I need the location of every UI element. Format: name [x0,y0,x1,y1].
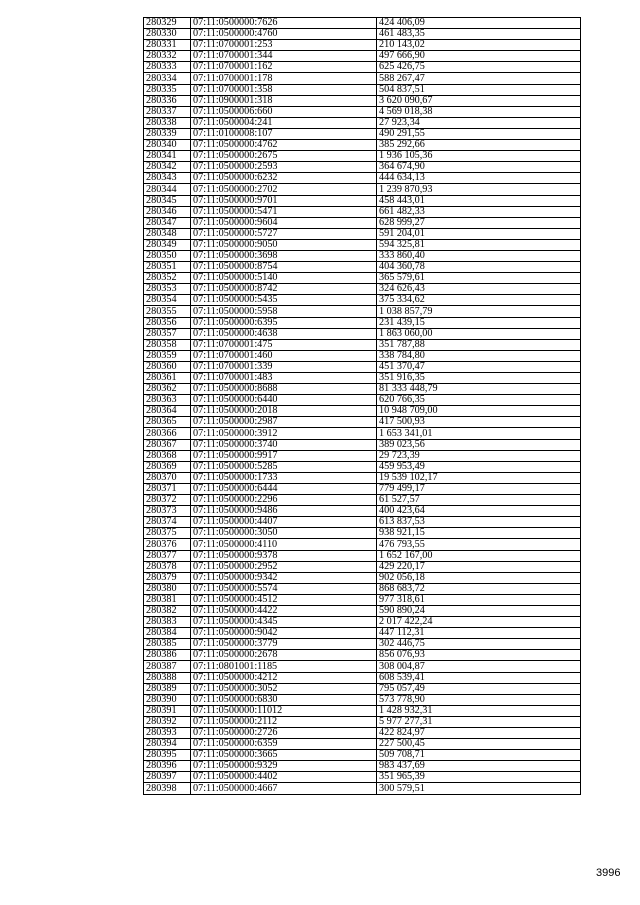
cadastral-number-cell: 07:11:0500000:9917 [191,450,377,461]
table-row [144,594,581,605]
row-number-cell: 280345 [144,195,191,206]
row-number-cell: 280352 [144,273,191,284]
cadastral-number-cell: 07:11:0500000:4638 [191,328,377,339]
cadastral-value-cell: 1 653 341,01 [377,428,581,439]
table-row [144,639,581,650]
table-row [144,617,581,628]
cadastral-number-cell: 07:11:0500000:9701 [191,195,377,206]
cadastral-number-cell: 07:11:0100008:107 [191,128,377,139]
cadastral-value-cell: 231 439,15 [377,317,581,328]
row-number-cell: 280369 [144,461,191,472]
cadastral-value-cell: 795 057,49 [377,683,581,694]
row-number-cell: 280396 [144,761,191,772]
row-number-cell: 280384 [144,628,191,639]
cadastral-number-cell: 07:11:0500000:3912 [191,428,377,439]
cadastral-value-cell: 476 793,55 [377,539,581,550]
cadastral-number-cell: 07:11:0500000:6232 [191,173,377,184]
table-row [144,328,581,339]
table-row [144,650,581,661]
cadastral-number-cell: 07:11:0500000:5958 [191,306,377,317]
row-number-cell: 280364 [144,406,191,417]
cadastral-number-cell: 07:11:0500000:1733 [191,472,377,483]
table-row [144,528,581,539]
table-row [144,439,581,450]
row-number-cell: 280330 [144,29,191,40]
cadastral-number-cell: 07:11:0500000:2593 [191,162,377,173]
table-row [144,51,581,62]
row-number-cell: 280334 [144,73,191,84]
cadastral-number-cell: 07:11:0500000:9378 [191,550,377,561]
table-row [144,395,581,406]
cadastral-value-cell: 594 325,81 [377,239,581,250]
row-number-cell: 280390 [144,694,191,705]
row-number-cell: 280379 [144,572,191,583]
row-number-cell: 280389 [144,683,191,694]
row-number-cell: 280336 [144,95,191,106]
cadastral-value-cell: 590 890,24 [377,605,581,616]
cadastral-number-cell: 07:11:0500000:5285 [191,461,377,472]
cadastral-value-cell: 497 666,90 [377,51,581,62]
cadastral-value-cell: 10 948 709,00 [377,406,581,417]
cadastral-value-cell: 458 443,01 [377,195,581,206]
table-row [144,728,581,739]
cadastral-number-cell: 07:11:0700001:178 [191,73,377,84]
cadastral-number-cell: 07:11:0500000:6395 [191,317,377,328]
cadastral-number-cell: 07:11:0500000:4212 [191,672,377,683]
cadastral-number-cell: 07:11:0500000:4422 [191,605,377,616]
cadastral-number-cell: 07:11:0500000:8754 [191,262,377,273]
row-number-cell: 280388 [144,672,191,683]
table-row [144,117,581,128]
row-number-cell: 280349 [144,239,191,250]
cadastral-number-cell: 07:11:0700001:162 [191,62,377,73]
row-number-cell: 280372 [144,495,191,506]
table-row [144,361,581,372]
cadastral-value-cell: 300 579,51 [377,783,581,794]
row-number-cell: 280350 [144,250,191,261]
cadastral-value-cell: 417 500,93 [377,417,581,428]
table-row [144,672,581,683]
cadastral-value-cell: 490 291,55 [377,128,581,139]
cadastral-number-cell: 07:11:0500000:3740 [191,439,377,450]
cadastral-value-cell: 308 004,87 [377,661,581,672]
row-number-cell: 280366 [144,428,191,439]
cadastral-number-cell: 07:11:0500000:4345 [191,617,377,628]
table-row [144,517,581,528]
table-row [144,461,581,472]
cadastral-value-cell: 27 923,34 [377,117,581,128]
cadastral-number-cell: 07:11:0801001:1185 [191,661,377,672]
cadastral-value-cell: 29 723,39 [377,450,581,461]
cadastral-value-cell: 365 579,61 [377,273,581,284]
table-row [144,40,581,51]
cadastral-number-cell: 07:11:0500000:3052 [191,683,377,694]
row-number-cell: 280357 [144,328,191,339]
cadastral-value-cell: 2 017 422,24 [377,617,581,628]
row-number-cell: 280365 [144,417,191,428]
table-row [144,716,581,727]
cadastral-number-cell: 07:11:0700001:358 [191,84,377,95]
cadastral-number-cell: 07:11:0500000:7626 [191,18,377,29]
row-number-cell: 280381 [144,594,191,605]
row-number-cell: 280340 [144,140,191,151]
row-number-cell: 280376 [144,539,191,550]
row-number-cell: 280395 [144,750,191,761]
cadastral-value-cell: 588 267,47 [377,73,581,84]
table-row [144,128,581,139]
row-number-cell: 280329 [144,18,191,29]
row-number-cell: 280391 [144,705,191,716]
cadastral-number-cell: 07:11:0500000:9329 [191,761,377,772]
cadastral-number-cell: 07:11:0500000:2018 [191,406,377,417]
table-row [144,84,581,95]
row-number-cell: 280359 [144,350,191,361]
cadastral-number-cell: 07:11:0500000:3779 [191,639,377,650]
cadastral-value-cell: 1 863 060,00 [377,328,581,339]
row-number-cell: 280339 [144,128,191,139]
cadastral-number-cell: 07:11:0700001:475 [191,339,377,350]
table-row [144,705,581,716]
cadastral-value-cell: 1 038 857,79 [377,306,581,317]
row-number-cell: 280337 [144,106,191,117]
row-number-cell: 280394 [144,739,191,750]
cadastral-number-cell: 07:11:0500000:9042 [191,628,377,639]
cadastral-number-cell: 07:11:0500000:2952 [191,561,377,572]
table-row [144,18,581,29]
table-row [144,506,581,517]
table-row [144,761,581,772]
table-row [144,750,581,761]
table-row [144,605,581,616]
table-row [144,217,581,228]
row-number-cell: 280383 [144,617,191,628]
table-row [144,339,581,350]
page-number: 3996 [596,867,621,879]
table-row [144,317,581,328]
row-number-cell: 280386 [144,650,191,661]
table-row [144,162,581,173]
row-number-cell: 280354 [144,295,191,306]
cadastral-value-cell: 227 500,45 [377,739,581,750]
cadastral-number-cell: 07:11:0500000:4512 [191,594,377,605]
cadastral-number-cell: 07:11:0500000:9050 [191,239,377,250]
cadastral-value-cell: 902 056,18 [377,572,581,583]
cadastral-value-cell: 504 837,51 [377,84,581,95]
table-row [144,273,581,284]
cadastral-value-cell: 451 370,47 [377,361,581,372]
table-row [144,772,581,783]
table-row [144,373,581,384]
row-number-cell: 280360 [144,361,191,372]
cadastral-number-cell: 07:11:0700001:339 [191,361,377,372]
row-number-cell: 280358 [144,339,191,350]
cadastral-number-cell: 07:11:0500000:4407 [191,517,377,528]
table-row [144,561,581,572]
cadastral-number-cell: 07:11:0500000:4110 [191,539,377,550]
row-number-cell: 280370 [144,472,191,483]
cadastral-value-cell: 628 999,27 [377,217,581,228]
cadastral-value-cell: 400 423,64 [377,506,581,517]
table-row [144,250,581,261]
cadastral-value-cell: 422 824,97 [377,728,581,739]
cadastral-value-cell: 351 787,88 [377,339,581,350]
row-number-cell: 280356 [144,317,191,328]
table-row [144,140,581,151]
table-row [144,483,581,494]
row-number-cell: 280373 [144,506,191,517]
row-number-cell: 280355 [144,306,191,317]
table-row [144,694,581,705]
cadastral-value-table [143,17,581,795]
cadastral-value-cell: 613 837,53 [377,517,581,528]
cadastral-value-cell: 324 626,43 [377,284,581,295]
cadastral-value-cell: 1 239 870,93 [377,184,581,195]
cadastral-value-cell: 4 569 018,38 [377,106,581,117]
cadastral-number-cell: 07:11:0700001:460 [191,350,377,361]
cadastral-number-cell: 07:11:0500000:5574 [191,583,377,594]
cadastral-number-cell: 07:11:0900001:318 [191,95,377,106]
row-number-cell: 280387 [144,661,191,672]
table-row [144,29,581,40]
table-row [144,384,581,395]
table-row [144,783,581,794]
cadastral-number-cell: 07:11:0700001:253 [191,40,377,51]
cadastral-value-cell: 5 977 277,31 [377,716,581,727]
table-row [144,628,581,639]
cadastral-value-cell: 81 333 448,79 [377,384,581,395]
row-number-cell: 280398 [144,783,191,794]
cadastral-number-cell: 07:11:0500000:2702 [191,184,377,195]
cadastral-number-cell: 07:11:0500000:5435 [191,295,377,306]
row-number-cell: 280378 [144,561,191,572]
cadastral-value-cell: 868 683,72 [377,583,581,594]
cadastral-value-cell: 444 634,13 [377,173,581,184]
cadastral-value-cell: 938 921,15 [377,528,581,539]
cadastral-value-cell: 591 204,01 [377,228,581,239]
cadastral-value-cell: 461 483,35 [377,29,581,40]
table-row [144,306,581,317]
cadastral-value-cell: 983 437,69 [377,761,581,772]
cadastral-number-cell: 07:11:0500000:6440 [191,395,377,406]
cadastral-number-cell: 07:11:0500000:4402 [191,772,377,783]
cadastral-value-cell: 1 652 167,00 [377,550,581,561]
row-number-cell: 280361 [144,373,191,384]
cadastral-number-cell: 07:11:0500000:4667 [191,783,377,794]
table-row [144,550,581,561]
cadastral-number-cell: 07:11:0500000:5471 [191,206,377,217]
row-number-cell: 280375 [144,528,191,539]
cadastral-value-cell: 351 965,39 [377,772,581,783]
cadastral-value-cell: 364 674,90 [377,162,581,173]
row-number-cell: 280344 [144,184,191,195]
table-row [144,95,581,106]
cadastral-value-cell: 459 953,49 [377,461,581,472]
table-row [144,206,581,217]
table-row [144,450,581,461]
cadastral-number-cell: 07:11:0500000:4760 [191,29,377,40]
table-row [144,417,581,428]
table-row [144,572,581,583]
cadastral-value-cell: 338 784,80 [377,350,581,361]
cadastral-number-cell: 07:11:0500000:8688 [191,384,377,395]
table-row [144,151,581,162]
cadastral-number-cell: 07:11:0500000:5727 [191,228,377,239]
cadastral-value-cell: 1 936 105,36 [377,151,581,162]
row-number-cell: 280347 [144,217,191,228]
cadastral-number-cell: 07:11:0500000:2675 [191,151,377,162]
cadastral-number-cell: 07:11:0500000:2678 [191,650,377,661]
row-number-cell: 280362 [144,384,191,395]
cadastral-value-cell: 661 482,33 [377,206,581,217]
table-row [144,406,581,417]
row-number-cell: 280333 [144,62,191,73]
cadastral-value-cell: 429 220,17 [377,561,581,572]
table-row [144,239,581,250]
cadastral-number-cell: 07:11:0500000:6444 [191,483,377,494]
row-number-cell: 280351 [144,262,191,273]
row-number-cell: 280343 [144,173,191,184]
table-row [144,739,581,750]
table-row [144,295,581,306]
cadastral-number-cell: 07:11:0500000:2726 [191,728,377,739]
cadastral-value-cell: 375 334,62 [377,295,581,306]
cadastral-number-cell: 07:11:0500000:3698 [191,250,377,261]
cadastral-value-cell: 389 023,56 [377,439,581,450]
table-row [144,350,581,361]
table-row [144,262,581,273]
row-number-cell: 280385 [144,639,191,650]
cadastral-value-cell: 424 406,09 [377,18,581,29]
cadastral-number-cell: 07:11:0500006:660 [191,106,377,117]
table-row [144,195,581,206]
row-number-cell: 280367 [144,439,191,450]
table-row [144,495,581,506]
table-row [144,73,581,84]
cadastral-number-cell: 07:11:0700001:344 [191,51,377,62]
row-number-cell: 280377 [144,550,191,561]
cadastral-number-cell: 07:11:0500000:2296 [191,495,377,506]
cadastral-number-cell: 07:11:0500000:4762 [191,140,377,151]
table-row [144,228,581,239]
cadastral-value-cell: 333 860,40 [377,250,581,261]
table-row [144,583,581,594]
table-row [144,428,581,439]
table-row [144,62,581,73]
table-body [144,18,581,795]
cadastral-value-cell: 1 428 932,31 [377,705,581,716]
cadastral-value-cell: 19 539 102,17 [377,472,581,483]
cadastral-value-cell: 620 766,35 [377,395,581,406]
cadastral-number-cell: 07:11:0500000:9604 [191,217,377,228]
cadastral-number-cell: 07:11:0500000:6359 [191,739,377,750]
table-row [144,661,581,672]
table-row [144,106,581,117]
cadastral-number-cell: 07:11:0500000:2112 [191,716,377,727]
cadastral-number-cell: 07:11:0500000:11012 [191,705,377,716]
table-row [144,184,581,195]
row-number-cell: 280348 [144,228,191,239]
row-number-cell: 280363 [144,395,191,406]
cadastral-value-cell: 608 539,41 [377,672,581,683]
row-number-cell: 280331 [144,40,191,51]
cadastral-number-cell: 07:11:0500000:2987 [191,417,377,428]
row-number-cell: 280397 [144,772,191,783]
row-number-cell: 280393 [144,728,191,739]
row-number-cell: 280341 [144,151,191,162]
row-number-cell: 280392 [144,716,191,727]
cadastral-value-cell: 385 292,66 [377,140,581,151]
row-number-cell: 280353 [144,284,191,295]
table-row [144,539,581,550]
table-row [144,472,581,483]
row-number-cell: 280338 [144,117,191,128]
cadastral-value-cell: 977 318,61 [377,594,581,605]
cadastral-value-cell: 404 360,78 [377,262,581,273]
row-number-cell: 280380 [144,583,191,594]
cadastral-value-cell: 351 916,35 [377,373,581,384]
row-number-cell: 280374 [144,517,191,528]
cadastral-value-cell: 625 426,75 [377,62,581,73]
cadastral-value-cell: 447 112,31 [377,628,581,639]
table-row [144,284,581,295]
cadastral-number-cell: 07:11:0500000:8742 [191,284,377,295]
table-row [144,173,581,184]
cadastral-number-cell: 07:11:0500000:5140 [191,273,377,284]
cadastral-number-cell: 07:11:0700001:483 [191,373,377,384]
row-number-cell: 280346 [144,206,191,217]
cadastral-number-cell: 07:11:0500000:3665 [191,750,377,761]
row-number-cell: 280332 [144,51,191,62]
row-number-cell: 280368 [144,450,191,461]
cadastral-number-cell: 07:11:0500000:9486 [191,506,377,517]
cadastral-number-cell: 07:11:0500000:9342 [191,572,377,583]
cadastral-value-cell: 3 620 090,67 [377,95,581,106]
table-row [144,683,581,694]
row-number-cell: 280342 [144,162,191,173]
cadastral-number-cell: 07:11:0500004:241 [191,117,377,128]
cadastral-value-cell: 856 076,93 [377,650,581,661]
cadastral-value-cell: 302 446,75 [377,639,581,650]
cadastral-number-cell: 07:11:0500000:3050 [191,528,377,539]
cadastral-number-cell: 07:11:0500000:6830 [191,694,377,705]
row-number-cell: 280382 [144,605,191,616]
cadastral-value-cell: 210 143,02 [377,40,581,51]
row-number-cell: 280371 [144,483,191,494]
cadastral-value-cell: 61 527,57 [377,495,581,506]
cadastral-value-cell: 779 499,17 [377,483,581,494]
row-number-cell: 280335 [144,84,191,95]
cadastral-value-cell: 509 708,71 [377,750,581,761]
cadastral-value-cell: 573 778,90 [377,694,581,705]
